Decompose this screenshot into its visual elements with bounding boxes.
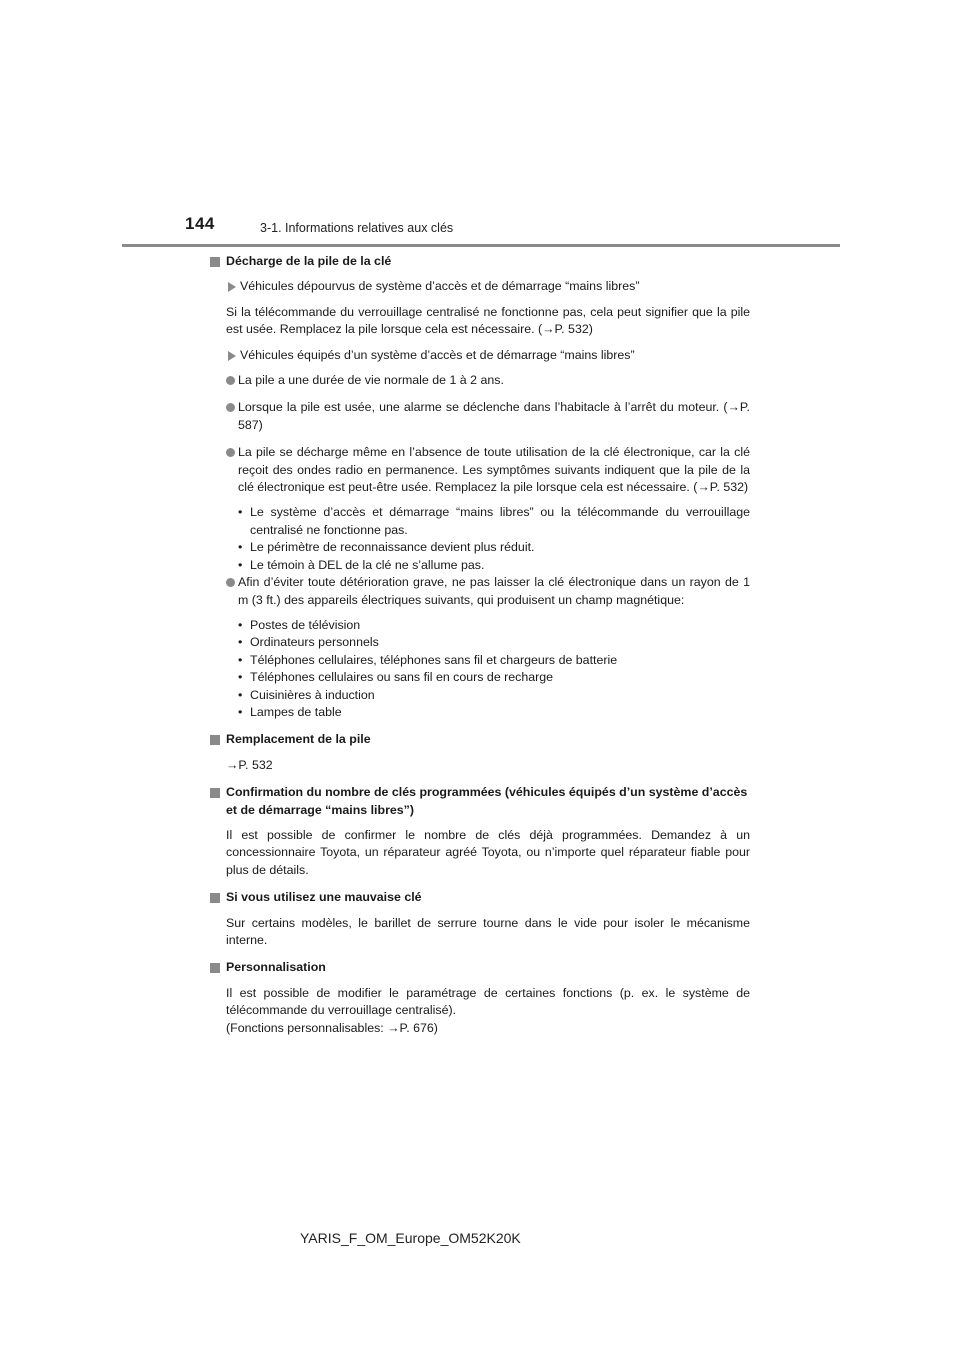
section-heading-text: Personnalisation (226, 960, 326, 975)
square-bullet-icon (210, 257, 220, 267)
circle-bullet-icon (226, 403, 235, 412)
list-item (210, 372, 750, 389)
paragraph-customization-ref: (Fonctions personnalisables: →P. 676) (226, 1020, 438, 1035)
list-item: • Le témoin à DEL de la clé ne s’allume pas. (238, 557, 485, 572)
section-heading-wrong-key (210, 889, 750, 906)
page-reference: →P. 532 (226, 757, 273, 772)
square-bullet-icon (210, 893, 220, 903)
list-item: • Le périmètre de reconnaissance devient plus réduit. (238, 540, 535, 555)
square-bullet-icon (210, 963, 220, 973)
square-bullet-icon (210, 735, 220, 745)
footer-doc-id: YARIS_F_OM_Europe_OM52K20K (300, 1230, 521, 1246)
list-item-text: La pile se décharge même en l’absence de toute utilisation de la clé électronique, car la clé reçoit des ondes radio en permanence. Les symptômes suivants indiquent que la pile de la clé électronique est peut-être usée. Remplacez la pile lorsque cela est nécessaire. (→P. 532) (238, 445, 750, 495)
list-item-text: Lampes de table (250, 704, 342, 719)
section-heading-text: Décharge de la pile de la clé (226, 254, 392, 268)
list-item-text: Postes de télévision (250, 617, 361, 632)
circle-bullet-icon (226, 578, 235, 587)
list-item-text: Afin d’éviter toute détérioration grave, ne pas laisser la clé électronique dans un rayon de 1 m (3 ft.) des appareils électriques suivants, qui produisent un champ magnétique: (238, 575, 750, 607)
subheading-text: Véhicules dépourvus de système d’accès et de démarrage “mains libres” (240, 279, 640, 294)
section-heading-customization (210, 959, 750, 976)
paragraph-confirm: Il est possible de confirmer le nombre de clés déjà programmées. Demandez à un concessionnaire Toyota, un réparateur agréé Toyota, ou n’importe quel réparateur fiable pour plus de détails. (226, 827, 750, 877)
list-item-text: La pile a une durée de vie normale de 1 à 2 ans. (238, 373, 504, 388)
paragraph-remote-battery: Si la télécommande du verrouillage centralisé ne fonctionne pas, cela peut signifier que la pile est usée. Remplacez la pile lorsque cela est nécessaire. (→P. 532) (226, 304, 750, 337)
list-item (210, 444, 750, 496)
section-heading-text: Si vous utilisez une mauvaise clé (226, 890, 422, 905)
paragraph-wrong-key: Sur certains modèles, le barillet de serrure tourne dans le vide pour isoler le mécanisme interne. (226, 915, 750, 947)
section-heading-text: Confirmation du nombre de clés programmées (véhicules équipés d’un système d’accès et de démarrage “mains libres”) (226, 785, 748, 817)
section-heading-battery (210, 253, 750, 270)
list-item: • Lampes de table (238, 704, 342, 719)
header-divider (122, 244, 840, 247)
list-item-text: Téléphones cellulaires, téléphones sans fil et chargeurs de batterie (250, 652, 618, 667)
list-item: • Cuisinières à induction (238, 687, 375, 702)
paragraph-customization: Il est possible de modifier le paramétrage de certaines fonctions (p. ex. le système de télécommande du verrouillage centralisé). (226, 985, 750, 1018)
subheading-text: Véhicules équipés d’un système d’accès et de démarrage “mains libres” (240, 347, 635, 362)
list-item: • Téléphones cellulaires, téléphones sans fil et chargeurs de batterie (238, 652, 618, 667)
section-heading-confirm (210, 784, 750, 819)
section-heading-text: Remplacement de la pile (226, 732, 371, 747)
section-header-title: 3-1. Informations relatives aux clés (260, 221, 454, 235)
devices-list (210, 617, 750, 721)
list-item-text: Cuisinières à induction (250, 687, 375, 702)
page-number: 144 (185, 214, 215, 233)
list-item: • Téléphones cellulaires ou sans fil en cours de recharge (238, 670, 554, 685)
list-item-text: Téléphones cellulaires ou sans fil en cours de recharge (250, 670, 554, 685)
list-item: • Le système d’accès et démarrage “mains libres” ou la télécommande du verrouillage centralisé ne fonctionne pas. (238, 505, 750, 537)
section-heading-replace (210, 731, 750, 748)
list-item-text: Le périmètre de reconnaissance devient plus réduit. (250, 540, 535, 555)
list-item: • Ordinateurs personnels (238, 635, 379, 650)
list-item-text: Le système d’accès et démarrage “mains libres” ou la télécommande du verrouillage centralisé ne fonctionne pas. (250, 505, 750, 537)
list-item-text: Ordinateurs personnels (250, 635, 379, 650)
list-item-text: Le témoin à DEL de la clé ne s’allume pas. (250, 557, 485, 572)
page-content (210, 253, 750, 1037)
list-item: • Postes de télévision (238, 617, 361, 632)
triangle-bullet-icon (228, 351, 236, 361)
symptoms-list (210, 504, 750, 574)
list-item (210, 399, 750, 434)
circle-bullet-icon (226, 376, 235, 385)
list-item (210, 574, 750, 609)
subheading-without-smart-entry (210, 278, 750, 295)
square-bullet-icon (210, 788, 220, 798)
subheading-with-smart-entry (210, 347, 750, 364)
triangle-bullet-icon (228, 282, 236, 292)
circle-bullet-icon (226, 448, 235, 457)
list-item-text: Lorsque la pile est usée, une alarme se déclenche dans l’habitacle à l’arrêt du moteur. (→P. 587) (238, 400, 750, 432)
